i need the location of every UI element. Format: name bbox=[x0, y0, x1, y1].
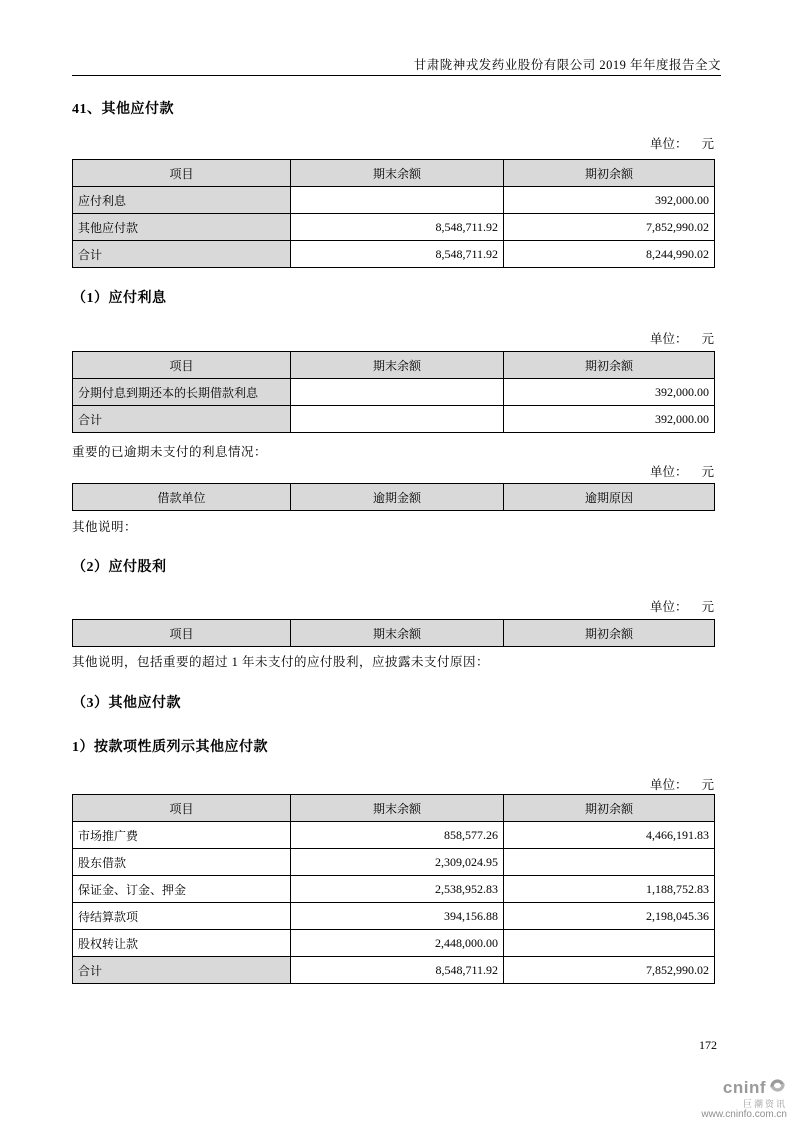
overdue-interest-note: 重要的已逾期未支付的利息情况： bbox=[72, 445, 268, 459]
dividends-payable-table bbox=[72, 619, 715, 647]
table-row bbox=[73, 187, 715, 214]
table-header-row bbox=[73, 795, 715, 822]
table-cell bbox=[291, 406, 504, 433]
column-header: 期末余额 bbox=[291, 795, 504, 822]
interest-payable-table bbox=[72, 351, 715, 433]
unit-label: 单位： bbox=[649, 600, 688, 614]
cninfo-logo-top bbox=[701, 1077, 787, 1099]
cninfo-brand-text: cninf bbox=[722, 1077, 766, 1097]
unit-line bbox=[65, 597, 714, 615]
table-cell: 市场推广费 bbox=[73, 822, 291, 849]
unit-line bbox=[65, 329, 714, 347]
table-cell: 合计 bbox=[73, 241, 291, 268]
unit-value: 元 bbox=[701, 137, 714, 151]
table-cell: 待结算款项 bbox=[73, 903, 291, 930]
unit-value: 元 bbox=[701, 778, 714, 792]
table-cell: 858,577.26 bbox=[291, 822, 504, 849]
table-header-row bbox=[73, 620, 715, 647]
table-cell: 2,198,045.36 bbox=[504, 903, 715, 930]
table-cell: 7,852,990.02 bbox=[504, 957, 715, 984]
table-row bbox=[73, 903, 715, 930]
table-row bbox=[73, 876, 715, 903]
table-cell bbox=[291, 187, 504, 214]
table-cell: 4,466,191.83 bbox=[504, 822, 715, 849]
table-row bbox=[73, 822, 715, 849]
table-row bbox=[73, 849, 715, 876]
table-header-row bbox=[73, 160, 715, 187]
table-cell: 合计 bbox=[73, 406, 291, 433]
unit-value: 元 bbox=[701, 465, 714, 479]
column-header: 项目 bbox=[73, 620, 291, 647]
section-41-title: 41、其他应付款 bbox=[72, 102, 174, 117]
table-cell: 394,156.88 bbox=[291, 903, 504, 930]
unit-label: 单位： bbox=[649, 137, 688, 151]
section-1-title: （1）应付利息 bbox=[72, 291, 167, 306]
overdue-interest-table bbox=[72, 483, 715, 511]
table-cell: 2,309,024.95 bbox=[291, 849, 504, 876]
table-cell: 应付利息 bbox=[73, 187, 291, 214]
table-row bbox=[73, 957, 715, 984]
table-cell: 1,188,752.83 bbox=[504, 876, 715, 903]
cninfo-cn-name: 巨潮资讯 bbox=[742, 1098, 787, 1109]
unit-label: 单位： bbox=[649, 778, 688, 792]
column-header: 逾期金额 bbox=[291, 484, 504, 511]
table-cell: 8,548,711.92 bbox=[291, 957, 504, 984]
table-row bbox=[73, 241, 715, 268]
other-payables-by-nature-table bbox=[72, 794, 715, 984]
table-cell: 7,852,990.02 bbox=[504, 214, 715, 241]
report-header-title: 甘肃陇神戎发药业股份有限公司 2019 年年度报告全文 bbox=[413, 58, 721, 72]
header-divider bbox=[72, 75, 721, 76]
column-header: 期初余额 bbox=[504, 352, 715, 379]
table-cell: 8,548,711.92 bbox=[291, 241, 504, 268]
table-cell: 2,538,952.83 bbox=[291, 876, 504, 903]
dividends-note: 其他说明，包括重要的超过 1 年未支付的应付股利，应披露未支付原因： bbox=[72, 655, 490, 669]
table-row bbox=[73, 406, 715, 433]
table-cell: 8,244,990.02 bbox=[504, 241, 715, 268]
table-cell: 392,000.00 bbox=[504, 406, 715, 433]
cninfo-logo bbox=[701, 1077, 787, 1121]
table-cell: 392,000.00 bbox=[504, 379, 715, 406]
table-row bbox=[73, 930, 715, 957]
other-notes-label: 其他说明： bbox=[72, 520, 138, 534]
table-cell bbox=[504, 930, 715, 957]
unit-line bbox=[65, 775, 714, 793]
column-header: 项目 bbox=[73, 352, 291, 379]
page-number: 172 bbox=[699, 1038, 717, 1052]
column-header: 项目 bbox=[73, 160, 291, 187]
table-cell bbox=[291, 379, 504, 406]
table-cell: 2,448,000.00 bbox=[291, 930, 504, 957]
column-header: 期末余额 bbox=[291, 620, 504, 647]
table-cell: 分期付息到期还本的长期借款利息 bbox=[73, 379, 291, 406]
table-cell: 保证金、订金、押金 bbox=[73, 876, 291, 903]
table-cell: 392,000.00 bbox=[504, 187, 715, 214]
column-header: 借款单位 bbox=[73, 484, 291, 511]
table-row bbox=[73, 379, 715, 406]
unit-line bbox=[65, 134, 714, 152]
table-header-row bbox=[73, 352, 715, 379]
table-cell: 股东借款 bbox=[73, 849, 291, 876]
section-3-sub1-title: 1）按款项性质列示其他应付款 bbox=[72, 740, 268, 755]
unit-line bbox=[65, 462, 714, 480]
table-cell: 合计 bbox=[73, 957, 291, 984]
table-row bbox=[73, 214, 715, 241]
table-cell: 8,548,711.92 bbox=[291, 214, 504, 241]
table-cell bbox=[504, 849, 715, 876]
unit-label: 单位： bbox=[649, 465, 688, 479]
table-cell: 其他应付款 bbox=[73, 214, 291, 241]
other-payables-summary-table bbox=[72, 159, 715, 268]
column-header: 期初余额 bbox=[504, 620, 715, 647]
unit-value: 元 bbox=[701, 600, 714, 614]
column-header: 项目 bbox=[73, 795, 291, 822]
section-2-title: （2）应付股利 bbox=[72, 560, 167, 575]
table-cell: 股权转让款 bbox=[73, 930, 291, 957]
unit-label: 单位： bbox=[649, 332, 688, 346]
table-header-row bbox=[73, 484, 715, 511]
cninfo-url: www.cninfo.com.cn bbox=[701, 1109, 787, 1121]
column-header: 期末余额 bbox=[291, 160, 504, 187]
column-header: 期初余额 bbox=[504, 160, 715, 187]
cninfo-swirl-icon bbox=[768, 1077, 787, 1099]
column-header: 期末余额 bbox=[291, 352, 504, 379]
section-3-title: （3）其他应付款 bbox=[72, 696, 181, 711]
column-header: 逾期原因 bbox=[504, 484, 715, 511]
column-header: 期初余额 bbox=[504, 795, 715, 822]
unit-value: 元 bbox=[701, 332, 714, 346]
